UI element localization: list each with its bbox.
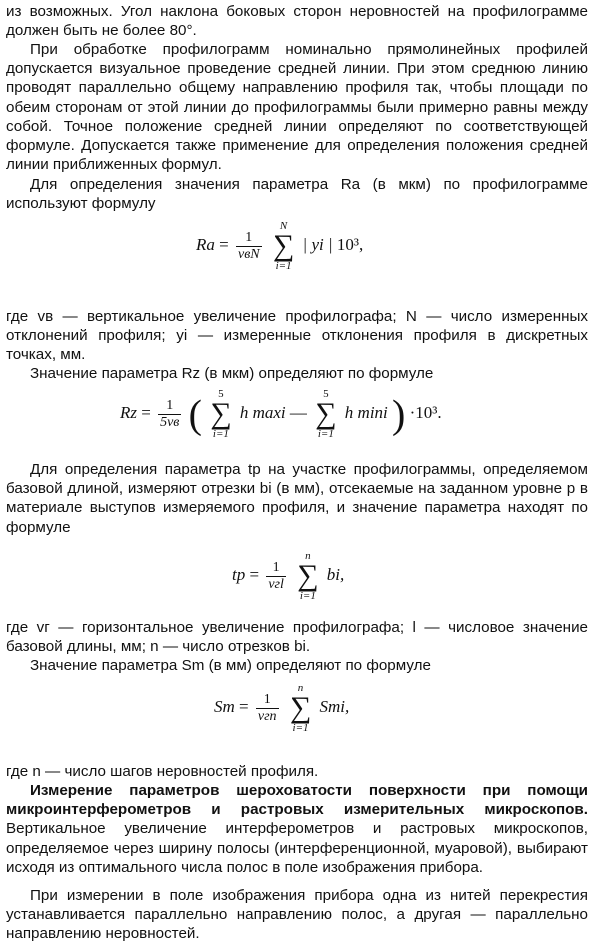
formula-rz: [120, 388, 442, 440]
tp-body: bi,: [326, 564, 345, 584]
tp-sum: [297, 550, 318, 602]
ra-sum-top: N: [279, 220, 288, 232]
sm-num: 1: [263, 691, 271, 707]
ra-tail: 10³,: [336, 234, 364, 254]
rz-sum2-bot: i=1: [317, 428, 334, 440]
sm-eq: =: [239, 696, 249, 716]
sigma-symbol: ∑: [210, 397, 232, 430]
rz-body-1: h maxi: [239, 402, 286, 422]
formula-ra: [196, 220, 363, 272]
paragraph-tp-intro: Для определения параметра tp на участке профилограммы, определяемом базовой длиной, измеряют отрезки bi (в мм), отсекаемые на заданном уровне p в материале выступов измеряемого профиля, и значение параметра находят по формуле: [6, 461, 588, 536]
sm-lhs: Sm: [214, 696, 235, 716]
tp-lhs: tp: [232, 564, 246, 584]
rz-sum1-top: 5: [218, 388, 224, 400]
paragraph-intro: из возможных. Угол наклона боковых сторон неровностей на профилограмме должен быть не более 80°.: [6, 3, 588, 40]
rz-sum2-top: 5: [323, 388, 329, 400]
sm-sum-top: n: [297, 682, 304, 694]
ra-sum-bot: i=1: [275, 260, 292, 272]
ra-sum: [273, 220, 294, 272]
rz-lhs: Rz: [120, 402, 137, 422]
tp-sum-bot: i=1: [299, 590, 316, 602]
paragraph-interferometer: [6, 781, 588, 877]
paragraph-mean-line: При обработке профилограмм номинально прямолинейных профилей допускается визуальное проведение средней линии. При этом среднюю линию проводят параллельно общему направлению профиля так, чтобы площади по обеим сторонам от этой линии до профилограммы были примерно равны между собой. Точное положение средней линии определяют по соответствующей формуле. Допускается также применение для определения положения средней линии приближенных формул.: [6, 41, 588, 174]
sm-fraction: [256, 692, 279, 725]
section-body-interferometer: Вертикальное увеличение интерферометров и растровых микроскопов, определяемое через ширину полосы (интерференционной, муаровой), выбирают исходя из оптимального числа полос в поле изображения прибора.: [6, 820, 588, 876]
rz-eq: =: [141, 402, 151, 422]
sm-body: Smi,: [319, 696, 350, 716]
right-paren: ): [392, 391, 406, 437]
sm-den: vгn: [257, 708, 277, 724]
rz-sum1-bot: i=1: [212, 428, 229, 440]
sm-sum: [290, 682, 311, 734]
ra-den: vвN: [237, 246, 260, 262]
tp-eq: =: [249, 564, 260, 584]
rz-num: 1: [166, 397, 174, 413]
paragraph-ra-legend: где vв — вертикальное увеличение профилографа; N — число измеренных отклонений профиля; yi — измеренные отклонения профиля в дискретных точках, мм.: [6, 308, 588, 364]
rz-minus: —: [289, 402, 307, 422]
sigma-symbol: ∑: [272, 229, 295, 262]
sigma-symbol: ∑: [297, 559, 319, 592]
rz-fraction: [158, 398, 181, 431]
paragraph-rz-intro: Значение параметра Rz (в мкм) определяют по формуле: [30, 365, 434, 382]
ra-eq: =: [219, 234, 229, 254]
ra-body: | yi |: [302, 234, 333, 254]
left-paren: (: [188, 391, 202, 437]
sm-sum-bot: i=1: [292, 722, 309, 734]
paragraph-tp-legend: где vг — горизонтальное увеличение профилографа; l — числовое значение базовой длины, мм; n — число отрезков bi.: [6, 619, 588, 656]
rz-sum-1: [210, 388, 231, 440]
ra-num: 1: [245, 229, 253, 245]
formula-tp: [232, 550, 344, 602]
sigma-symbol: ∑: [315, 397, 337, 430]
paragraph-crosshair: При измерении в поле изображения прибора одна из нитей перекрестия устанавливается параллельно направлению полос, а другая — параллельно направлению неровностей.: [6, 887, 588, 943]
rz-sum-2: [315, 388, 336, 440]
paragraph-ra-intro: Для определения значения параметра Ra (в мкм) по профилограмме используют формулу: [6, 176, 588, 213]
paragraph-sm-intro: Значение параметра Sm (в мм) определяют по формуле: [30, 657, 431, 674]
sigma-symbol: ∑: [289, 691, 312, 724]
ra-fraction: [236, 230, 262, 263]
section-heading-interferometer: Измерение параметров шероховатости поверхности при помощи микроинтерферометров и растровых измерительных микроскопов.: [6, 782, 588, 819]
tp-fraction: [266, 560, 286, 593]
rz-den: 5vв: [160, 414, 180, 430]
rz-tail: ·10³.: [409, 402, 442, 422]
ra-lhs: Ra: [196, 234, 215, 254]
tp-den: vгl: [268, 576, 284, 592]
tp-num: 1: [272, 559, 280, 575]
formula-sm: [214, 682, 349, 734]
tp-sum-top: n: [305, 550, 311, 562]
rz-body-2: h mini: [344, 402, 388, 422]
paragraph-sm-legend: где n — число шагов неровностей профиля.: [6, 763, 319, 780]
